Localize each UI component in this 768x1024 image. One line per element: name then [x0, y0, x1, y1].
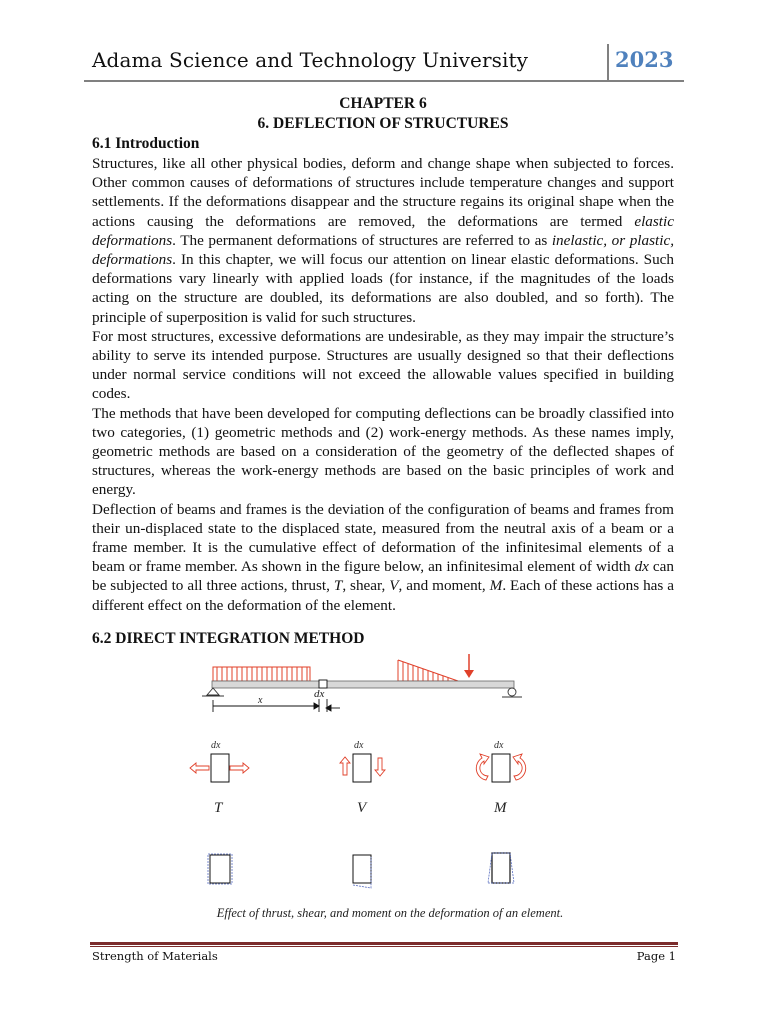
- right-arrow-icon: [230, 763, 249, 773]
- dimension-x: [213, 699, 340, 712]
- page-content: [92, 94, 674, 648]
- header-title: Adama Science and Technology University: [92, 48, 529, 72]
- x-label: x: [258, 695, 263, 706]
- clockwise-moment-icon: [513, 754, 526, 780]
- figure-caption: Effect of thrust, shear, and moment on the deformation of an element.: [216, 906, 564, 920]
- uniform-load-icon: [213, 667, 310, 681]
- beam: [212, 681, 514, 688]
- thrust-element: [190, 740, 249, 816]
- page-header: [84, 44, 684, 80]
- paragraph-3: The methods that have been developed for computing deflections can be broadly classified into two categories, (1) geometric methods and (2) work-energy methods. As these names imply, geometric methods are based on a consideration of the geometry of the deflected shapes of structures, whereas the work-energy methods are based on the basic principles of work and energy.: [92, 404, 674, 499]
- footer-page-number: Page 1: [636, 949, 676, 963]
- svg-text:dx: dx: [354, 740, 364, 751]
- footer-course-title: Strength of Materials: [92, 949, 218, 963]
- moment-element: [476, 740, 525, 816]
- dx-label: dx: [314, 688, 325, 700]
- left-arrow-icon: [190, 763, 209, 773]
- svg-text:dx: dx: [211, 740, 221, 751]
- down-arrow-icon: [375, 758, 385, 776]
- footer-rule: [90, 942, 678, 945]
- chapter-title: 6. DEFLECTION OF STRUCTURES: [257, 115, 509, 132]
- deformed-moment: [488, 853, 514, 883]
- point-load-arrow-icon: [464, 654, 474, 678]
- svg-text:dx: dx: [494, 740, 504, 751]
- section-heading-intro: 6.1 Introduction: [92, 135, 200, 152]
- chapter-number: CHAPTER 6: [339, 95, 427, 112]
- header-rule: [84, 80, 684, 82]
- pin-support-icon: [202, 688, 224, 696]
- deformed-thrust: [208, 854, 232, 884]
- paragraph-2: For most structures, excessive deformations are undesirable, as they may impair the structure’s ability to serve its intended purpose. Structures are usually designed so that their deflections under normal service conditions will not exceed the allowable values specified in building codes.: [92, 327, 674, 403]
- up-arrow-icon: [340, 757, 350, 775]
- section-heading-direct-integration: 6.2 DIRECT INTEGRATION METHOD: [92, 629, 365, 647]
- counterclockwise-moment-icon: [476, 754, 489, 780]
- triangular-load-icon: [398, 660, 458, 681]
- deformed-shear: [353, 855, 371, 888]
- paragraph-1: Structures, like all other physical bodies, deform and change shape when subjected to forces. Other common causes of deformations of structures include temperature changes and support settlements. If the deformations disappear and the structure regains its original shape when the actions causing the deformations are removed, the deformations are termed elastic deformations. The permanent deformations of structures are referred to as inelastic, or plastic, deformations. In this chapter, we will focus our attention on linear elastic deformations. Such deformations vary linearly with applied loads (for instance, if the magnitudes of the loads acting on the structure are doubled, its deformations are also doubled, and so forth). The principle of superposition is valid for such structures.: [92, 155, 674, 326]
- dx-element: [319, 680, 327, 688]
- thrust-label: T: [214, 800, 223, 816]
- paragraph-4: Deflection of beams and frames is the deviation of the configuration of beams and frames from their un-displaced state to the displaced state, measured from the neutral axis of a beam or a frame member. It is the cumulative effect of deformation of the infinitesimal elements of a beam or frame member. As shown in the figure below, an infinitesimal element of width dx can be subjected to all three actions, thrust, T, shear, V, and moment, M. Each of these actions has a different effect on the deformation of the element.: [92, 500, 674, 614]
- roller-support-icon: [502, 688, 522, 697]
- moment-label: M: [494, 800, 507, 816]
- header-year: 2023: [615, 47, 674, 72]
- header-separator: [607, 44, 609, 80]
- footer-rule-thin: [90, 946, 678, 947]
- shear-element: [340, 740, 385, 816]
- shear-label: V: [357, 800, 367, 816]
